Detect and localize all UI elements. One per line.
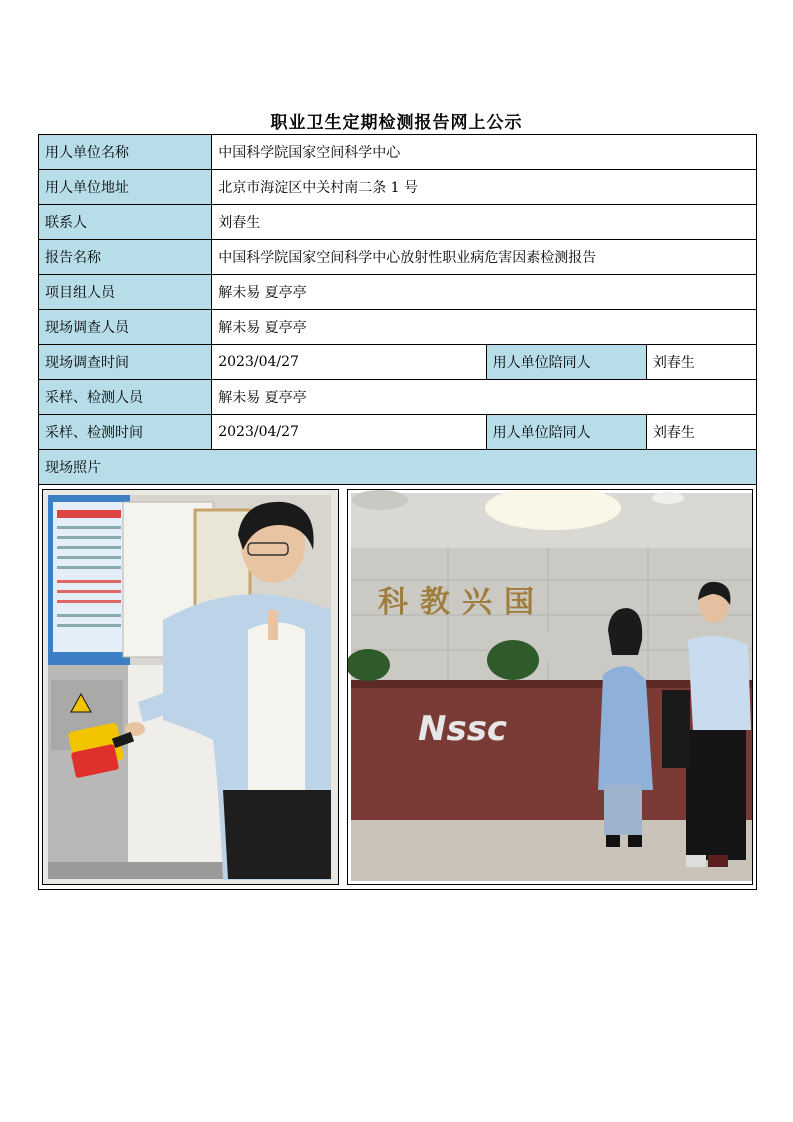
project-members-label: 项目组人员	[39, 275, 212, 310]
row-photos-header	[39, 450, 757, 485]
lobby-slogan-sign: 科教兴国	[377, 585, 546, 620]
photo-left	[42, 489, 339, 885]
row-sampling-staff	[39, 380, 757, 415]
row-project-members	[39, 275, 757, 310]
report-name-value: 中国科学院国家空间科学中心放射性职业病危害因素检测报告	[212, 240, 757, 275]
survey-staff-label: 现场调查人员	[39, 310, 212, 345]
contact-label: 联系人	[39, 205, 212, 240]
employer-address-label: 用人单位地址	[39, 170, 212, 205]
nssc-logo: Nssc	[417, 709, 507, 749]
photo-right-image	[348, 490, 753, 885]
photo-left-image	[43, 490, 338, 885]
survey-staff-value: 解未易 夏亭亭	[212, 310, 757, 345]
sampling-time-label: 采样、检测时间	[39, 415, 212, 450]
survey-time-label: 现场调查时间	[39, 345, 212, 380]
row-sampling-time	[39, 415, 757, 450]
row-contact	[39, 205, 757, 240]
report-table	[38, 134, 757, 890]
survey-companion-label: 用人单位陪同人	[486, 345, 646, 380]
survey-time-value: 2023/04/27	[212, 345, 486, 380]
row-report-name	[39, 240, 757, 275]
survey-companion-value: 刘春生	[646, 345, 756, 380]
row-employer-name	[39, 135, 757, 170]
sampling-companion-value: 刘春生	[646, 415, 756, 450]
row-survey-staff	[39, 310, 757, 345]
photos-cell	[39, 485, 757, 890]
row-survey-time	[39, 345, 757, 380]
photo-right	[347, 489, 753, 885]
sampling-staff-label: 采样、检测人员	[39, 380, 212, 415]
contact-value: 刘春生	[212, 205, 757, 240]
sampling-time-value: 2023/04/27	[212, 415, 486, 450]
report-name-label: 报告名称	[39, 240, 212, 275]
page-title: 职业卫生定期检测报告网上公示	[270, 113, 523, 133]
row-photos	[39, 485, 757, 890]
employer-address-value: 北京市海淀区中关村南二条 1 号	[212, 170, 757, 205]
row-employer-address	[39, 170, 757, 205]
employer-name-value: 中国科学院国家空间科学中心	[212, 135, 757, 170]
sampling-staff-value: 解未易 夏亭亭	[212, 380, 757, 415]
project-members-value: 解未易 夏亭亭	[212, 275, 757, 310]
sampling-companion-label: 用人单位陪同人	[486, 415, 646, 450]
photos-label: 现场照片	[39, 450, 757, 485]
employer-name-label: 用人单位名称	[39, 135, 212, 170]
